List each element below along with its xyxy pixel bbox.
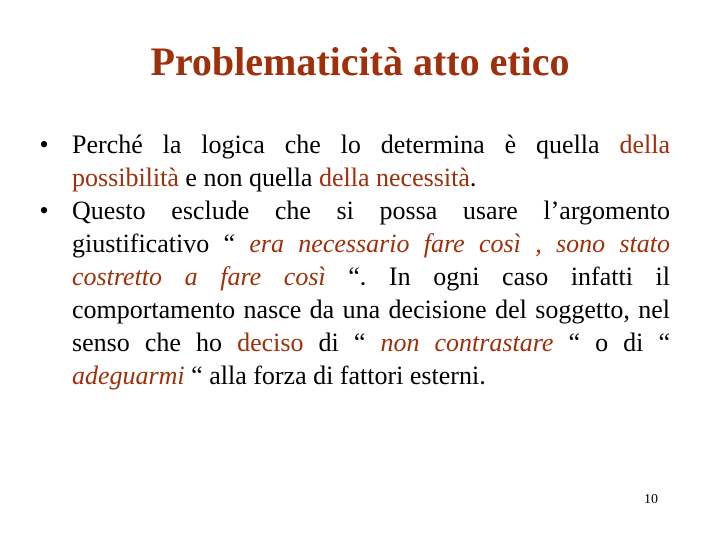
bullet1-text-3: . (469, 163, 477, 192)
bullet2-text-3: di “ (303, 328, 381, 357)
bullet2-italic-adeguarmi: adeguarmi (72, 361, 185, 390)
page-number: 10 (644, 492, 658, 507)
bullet2-highlight-deciso: deciso (237, 328, 304, 357)
bullet-dot-icon: • (39, 196, 49, 225)
bullet1-highlight-possibility: della possibilità (72, 130, 670, 192)
slide-title: Problematicità atto etico (150, 39, 570, 84)
bullet2-text-2: “. In ogni caso infatti il comportamento nasce da una decisione del soggetto, nel senso che ho (72, 262, 670, 357)
bullet-item-2 (30, 194, 670, 392)
bullet-dot-icon: • (39, 130, 49, 159)
bullet-item-1 (30, 128, 670, 194)
bullet2-italic-quote: era necessario fare così , sono stato costretto a fare così (72, 229, 670, 291)
bullet1-highlight-necessity: della necessità (318, 163, 470, 192)
slide-body (30, 128, 670, 392)
bullet2-text-5: “ alla forza di fattori esterni. (184, 361, 486, 390)
bullet2-italic-non-contrastare: non contrastare (380, 328, 554, 357)
bullet1-text-2: e non quella (178, 163, 319, 192)
bullet2-text-1: Questo esclude che si possa usare l’argomento giustificativo “ (72, 196, 670, 258)
bullet1-text-1: Perché la logica che lo determina è quella (72, 130, 620, 159)
bullet2-text-4: “ o di “ (553, 328, 671, 357)
